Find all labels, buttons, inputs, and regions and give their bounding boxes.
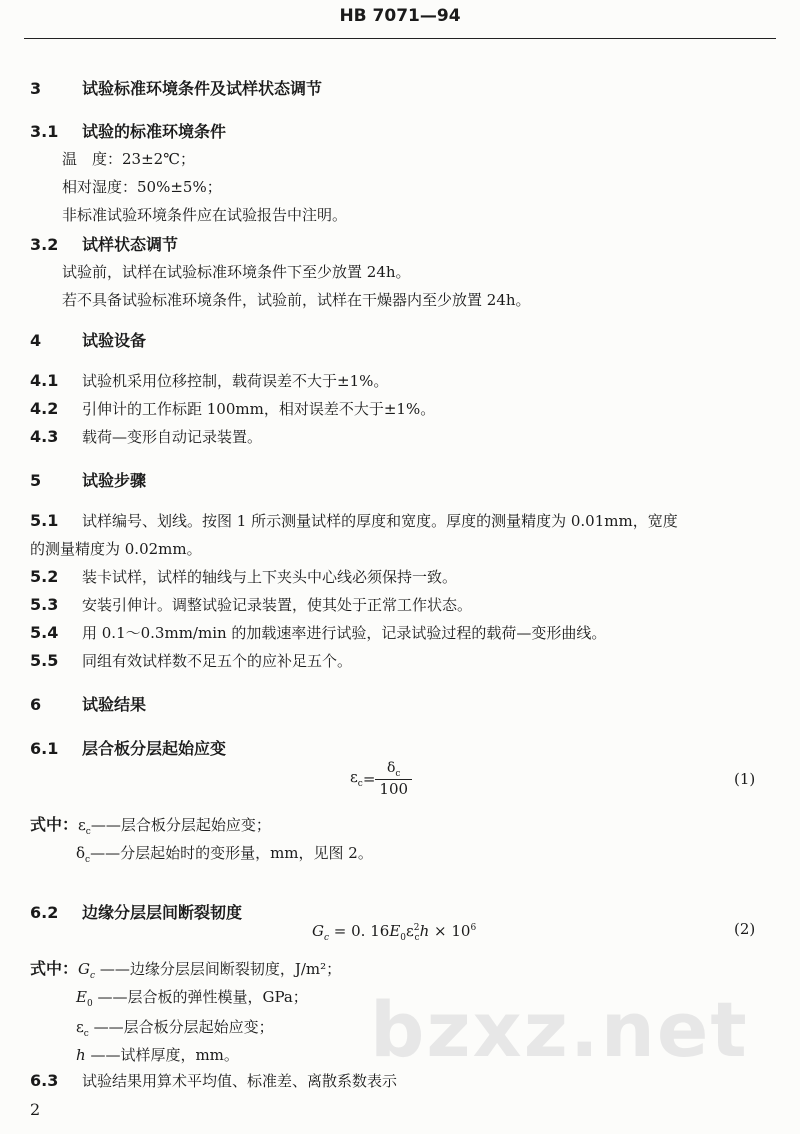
section-3-1-heading (30, 119, 226, 142)
humidity-line: 相对湿度：50%±5%； (62, 178, 222, 196)
section-number: 3.2 (30, 235, 59, 254)
procedure-item (30, 594, 472, 615)
where-label: 式中： (30, 815, 79, 834)
eq-G: G (312, 922, 324, 940)
section-4-heading (30, 328, 146, 351)
section-number: 6.2 (30, 903, 59, 922)
section-6-1-heading (30, 736, 226, 759)
def-symbol-char: ε (76, 1018, 84, 1036)
where-label: 式中： (30, 959, 79, 978)
section-6-3-line (30, 1070, 397, 1091)
eq-G-subscript: c (323, 933, 330, 943)
item-text: 装卡试样，试样的轴线与上下夹头中心线必须保持一致。 (82, 568, 458, 586)
eq-epsilon-superscript: 2 (413, 923, 420, 933)
where-line-e (76, 986, 308, 1009)
eq-denominator: 100 (379, 779, 409, 798)
def-subscript: c (83, 1029, 89, 1039)
def-text: ——层合板分层起始应变； (90, 816, 271, 834)
eq-numerator (375, 760, 412, 780)
item-text: 引伸计的工作标距 100mm，相对误差不大于±1%。 (82, 400, 436, 418)
equation-2-number: (2) (734, 920, 756, 938)
def-subscript: c (85, 855, 91, 865)
item-number: 6.3 (30, 1071, 59, 1090)
eq-equals: = (362, 769, 376, 788)
section-number: 3.1 (30, 122, 59, 141)
section-title: 边缘分层层间断裂韧度 (82, 903, 243, 922)
section-3-2-heading (30, 232, 178, 255)
item-number: 5.4 (30, 623, 59, 642)
equipment-item (30, 398, 435, 419)
page-number: 2 (30, 1100, 41, 1119)
def-text: ——分层起始时的变形量，mm，见图 2。 (90, 844, 373, 862)
eq-epsilon: ε (406, 922, 414, 940)
eq-exponent: 6 (470, 923, 477, 933)
equation-1-number: (1) (734, 770, 756, 788)
item-text: 用 0.1～0.3mm/min 的加载速率进行试验，记录试验过程的载荷—变形曲线。 (82, 624, 607, 642)
eq-coefficient: = 0. 16 (329, 922, 390, 940)
item-text: 安装引伸计。调整试验记录装置，使其处于正常工作状态。 (82, 596, 473, 614)
section-title: 试验标准环境条件及试样状态调节 (82, 79, 323, 98)
section-number: 4 (30, 331, 42, 350)
procedure-item (30, 650, 352, 671)
def-text: ——试样厚度，mm。 (85, 1046, 239, 1064)
where-line-h (76, 1044, 239, 1065)
def-text: ——层合板的弹性模量，GPa； (92, 988, 308, 1006)
header-rule (24, 38, 776, 39)
item-number: 5.3 (30, 595, 59, 614)
def-symbol-char: E (76, 988, 87, 1006)
eq-numerator-subscript: c (395, 768, 401, 779)
item-number: 5.5 (30, 651, 59, 670)
item-number: 5.1 (30, 511, 59, 530)
eq-E: E (389, 922, 401, 940)
def-symbol-char: h (76, 1046, 86, 1064)
section-3-heading (30, 76, 322, 99)
section-number: 6.1 (30, 739, 59, 758)
temperature-line: 温 度：23±2℃； (62, 150, 195, 168)
eq-h: h (419, 922, 430, 940)
section-6-heading (30, 692, 146, 715)
def-subscript: 0 (86, 999, 93, 1009)
def-symbol (76, 844, 91, 865)
equation-2 (312, 922, 476, 943)
def-symbol-char: δ (76, 844, 86, 862)
where-line-1 (30, 812, 271, 837)
item-text: 载荷—变形自动记录装置。 (82, 428, 263, 446)
item-text: 试样编号、划线。按图 1 所示测量试样的厚度和宽度。厚度的测量精度为 0.01mm，宽度 (82, 512, 678, 530)
eq-numerator-symbol: δ (386, 760, 396, 776)
conditioning-line-2: 若不具备试验标准环境条件，试验前，试样在干燥器内至少放置 24h。 (62, 291, 531, 309)
item-text: 试验结果用算术平均值、标准差、离散系数表示 (82, 1072, 398, 1090)
section-title: 试验的标准环境条件 (82, 122, 227, 141)
procedure-item-continuation: 的测量精度为 0.02mm。 (30, 540, 202, 558)
eq-fraction (375, 760, 412, 798)
standard-number-header: HB 7071—94 (339, 6, 461, 26)
section-title: 试验步骤 (82, 471, 147, 490)
conditioning-line-1: 试验前，试样在试验标准环境条件下至少放置 24h。 (62, 263, 411, 281)
def-text: ——层合板分层起始应变； (88, 1018, 274, 1036)
def-text: ——边缘分层层间断裂韧度，J/m²； (95, 960, 342, 978)
where-line-eps (76, 1016, 274, 1039)
section-title: 试验结果 (82, 695, 147, 714)
def-subscript: c (85, 827, 91, 837)
section-6-2-heading (30, 900, 242, 923)
equipment-item (30, 370, 388, 391)
procedure-item (30, 622, 606, 643)
eq-epsilon-subscript: c (414, 933, 420, 943)
nonstandard-note-line: 非标准试验环境条件应在试验报告中注明。 (62, 206, 348, 224)
section-5-heading (30, 468, 146, 491)
where-line-g (30, 956, 341, 981)
def-symbol-char: G (78, 960, 90, 978)
eq-lhs-subscript: c (357, 779, 363, 790)
section-title: 层合板分层起始应变 (82, 739, 227, 758)
watermark: bzxz.net (370, 985, 749, 1074)
def-symbol-char: ε (78, 816, 86, 834)
def-subscript: c (90, 971, 96, 981)
section-number: 5 (30, 471, 42, 490)
eq-lhs (350, 768, 363, 790)
procedure-item (30, 510, 678, 531)
item-text: 试验机采用位移控制，载荷误差不大于±1%。 (82, 372, 389, 390)
procedure-item (30, 566, 457, 587)
equipment-item (30, 426, 262, 447)
eq-E-subscript: 0 (400, 933, 406, 943)
section-title: 试样状态调节 (82, 235, 179, 254)
item-number: 4.2 (30, 399, 59, 418)
where-line-2 (76, 842, 373, 865)
eq-lhs-symbol: ε (350, 768, 358, 787)
eq-tail: × 10 (429, 922, 471, 940)
item-text: 同组有效试样数不足五个的应补足五个。 (82, 652, 353, 670)
def-symbol (78, 816, 91, 837)
section-title: 试验设备 (82, 331, 147, 350)
section-number: 6 (30, 695, 42, 714)
item-number: 4.1 (30, 371, 59, 390)
equation-1 (350, 760, 412, 798)
section-number: 3 (30, 79, 42, 98)
item-number: 5.2 (30, 567, 59, 586)
item-number: 4.3 (30, 427, 59, 446)
